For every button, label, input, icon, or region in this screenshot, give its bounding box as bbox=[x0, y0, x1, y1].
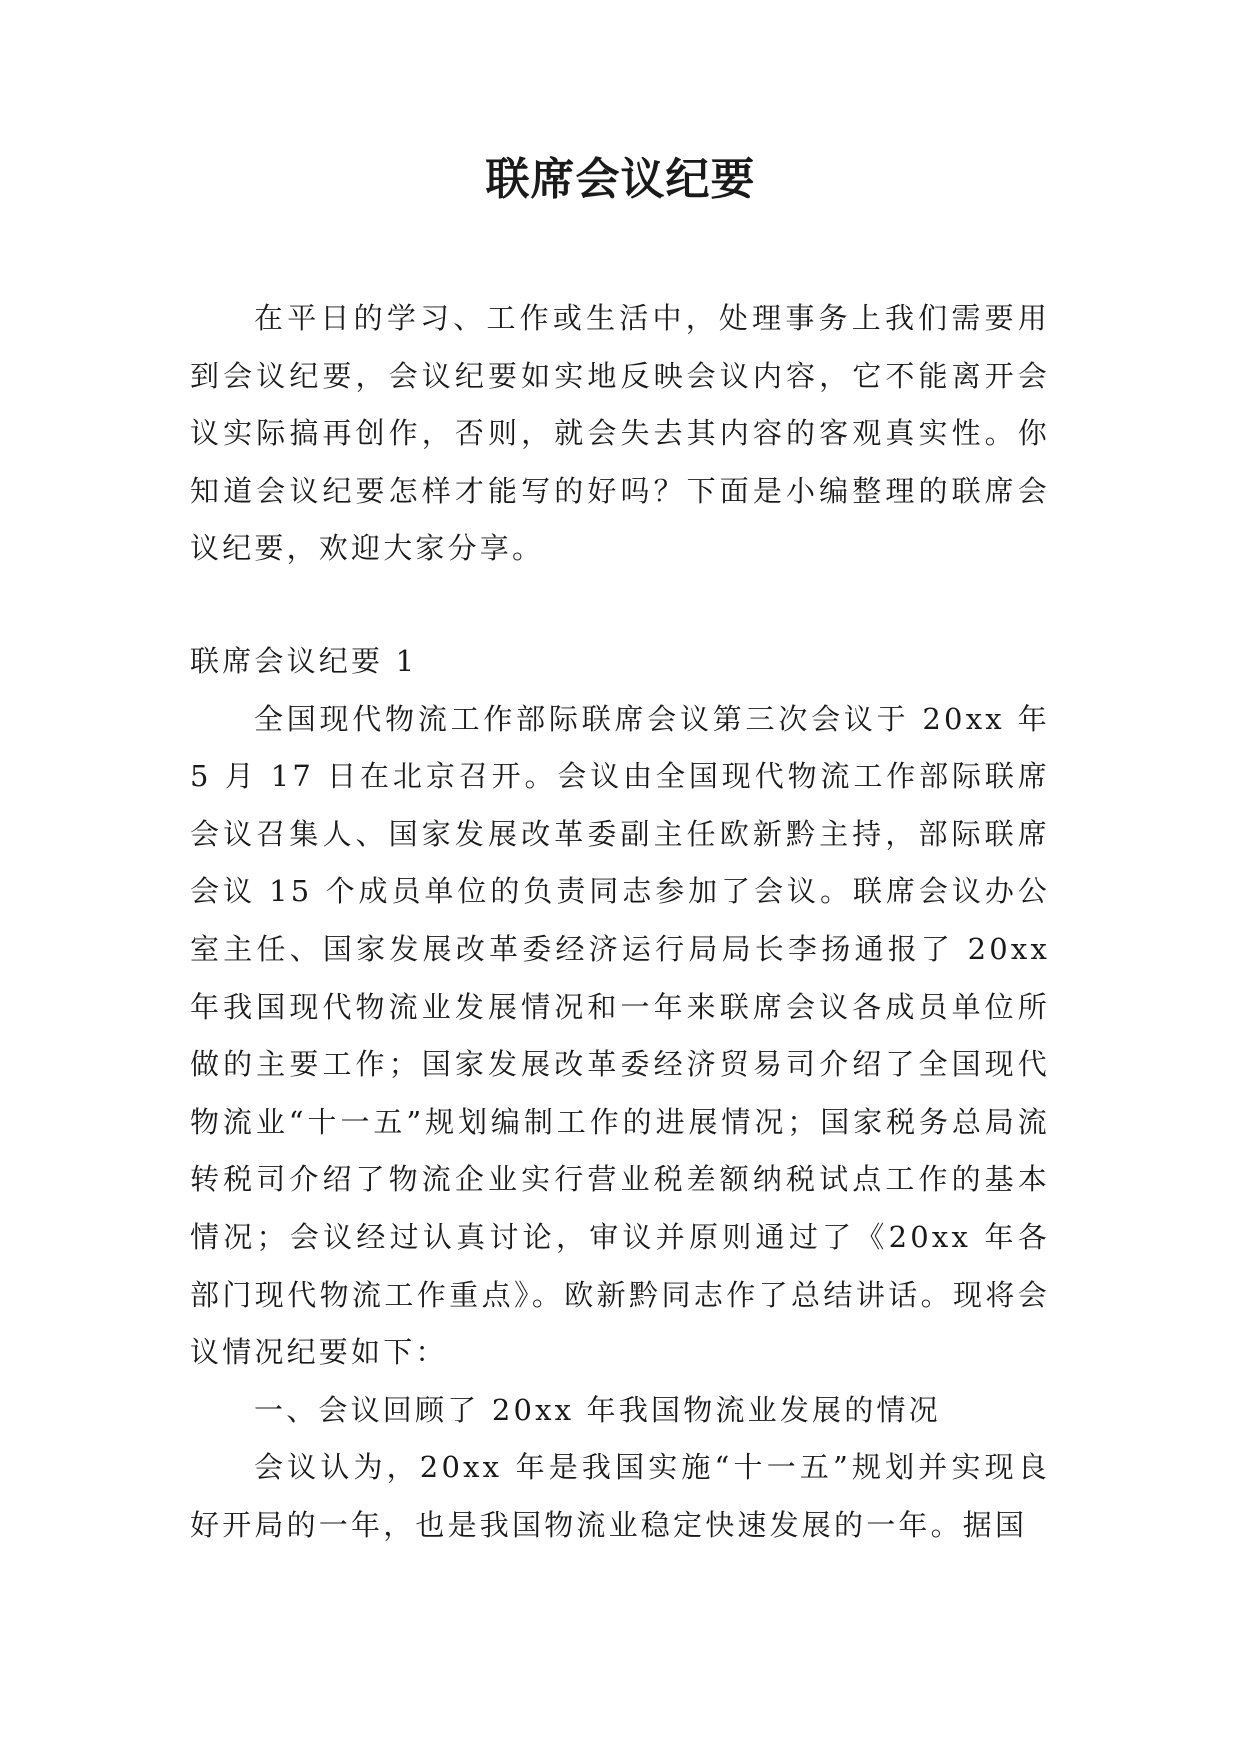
body-paragraph-3: 会议认为，20xx 年是我国实施“十一五”规划并实现良好开局的一年，也是我国物流业稳定快速发展的一年。据国 bbox=[190, 1450, 1050, 1542]
intro-block bbox=[190, 290, 1050, 578]
content-block bbox=[190, 633, 1050, 1555]
body-paragraph-2: 一、会议回顾了 20xx 年我国物流业发展的情况 bbox=[254, 1392, 941, 1427]
body-paragraph-1: 全国现代物流工作部际联席会议第三次会议于 20xx 年 5 月 17 日在北京召开。会议由全国现代物流工作部际联席会议召集人、国家发展改革委副主任欧新黔主持，部际联席会议 15 个成员单位的负责同志参加了会议。联席会议办公室主任、国家发展改革委经济运行局局长李扬通报了 20xx 年我国现代物流业发展情况和一年来联席会议各成员单位所做的主要工作；国家发展改革委经济贸易司介绍了全国现代物流业“十一五”规划编制工作的进展情况；国家税务总局流转税司介绍了物流企业实行营业税差额纳税试点工作的基本情况；会议经过认真讨论，审议并原则通过了《20xx 年各部门现代物流工作重点》。欧新黔同志作了总结讲话。现将会议情况纪要如下： bbox=[190, 701, 1050, 1370]
intro-paragraph: 在平日的学习、工作或生活中，处理事务上我们需要用到会议纪要，会议纪要如实地反映会议内容，它不能离开会议实际搞再创作，否则，就会失去其内容的客观真实性。你知道会议纪要怎样才能写的好吗？下面是小编整理的联席会议纪要，欢迎大家分享。 bbox=[190, 301, 1050, 566]
document-title: 联席会议纪要 bbox=[485, 154, 756, 205]
section-heading: 联席会议纪要 1 bbox=[190, 644, 418, 678]
